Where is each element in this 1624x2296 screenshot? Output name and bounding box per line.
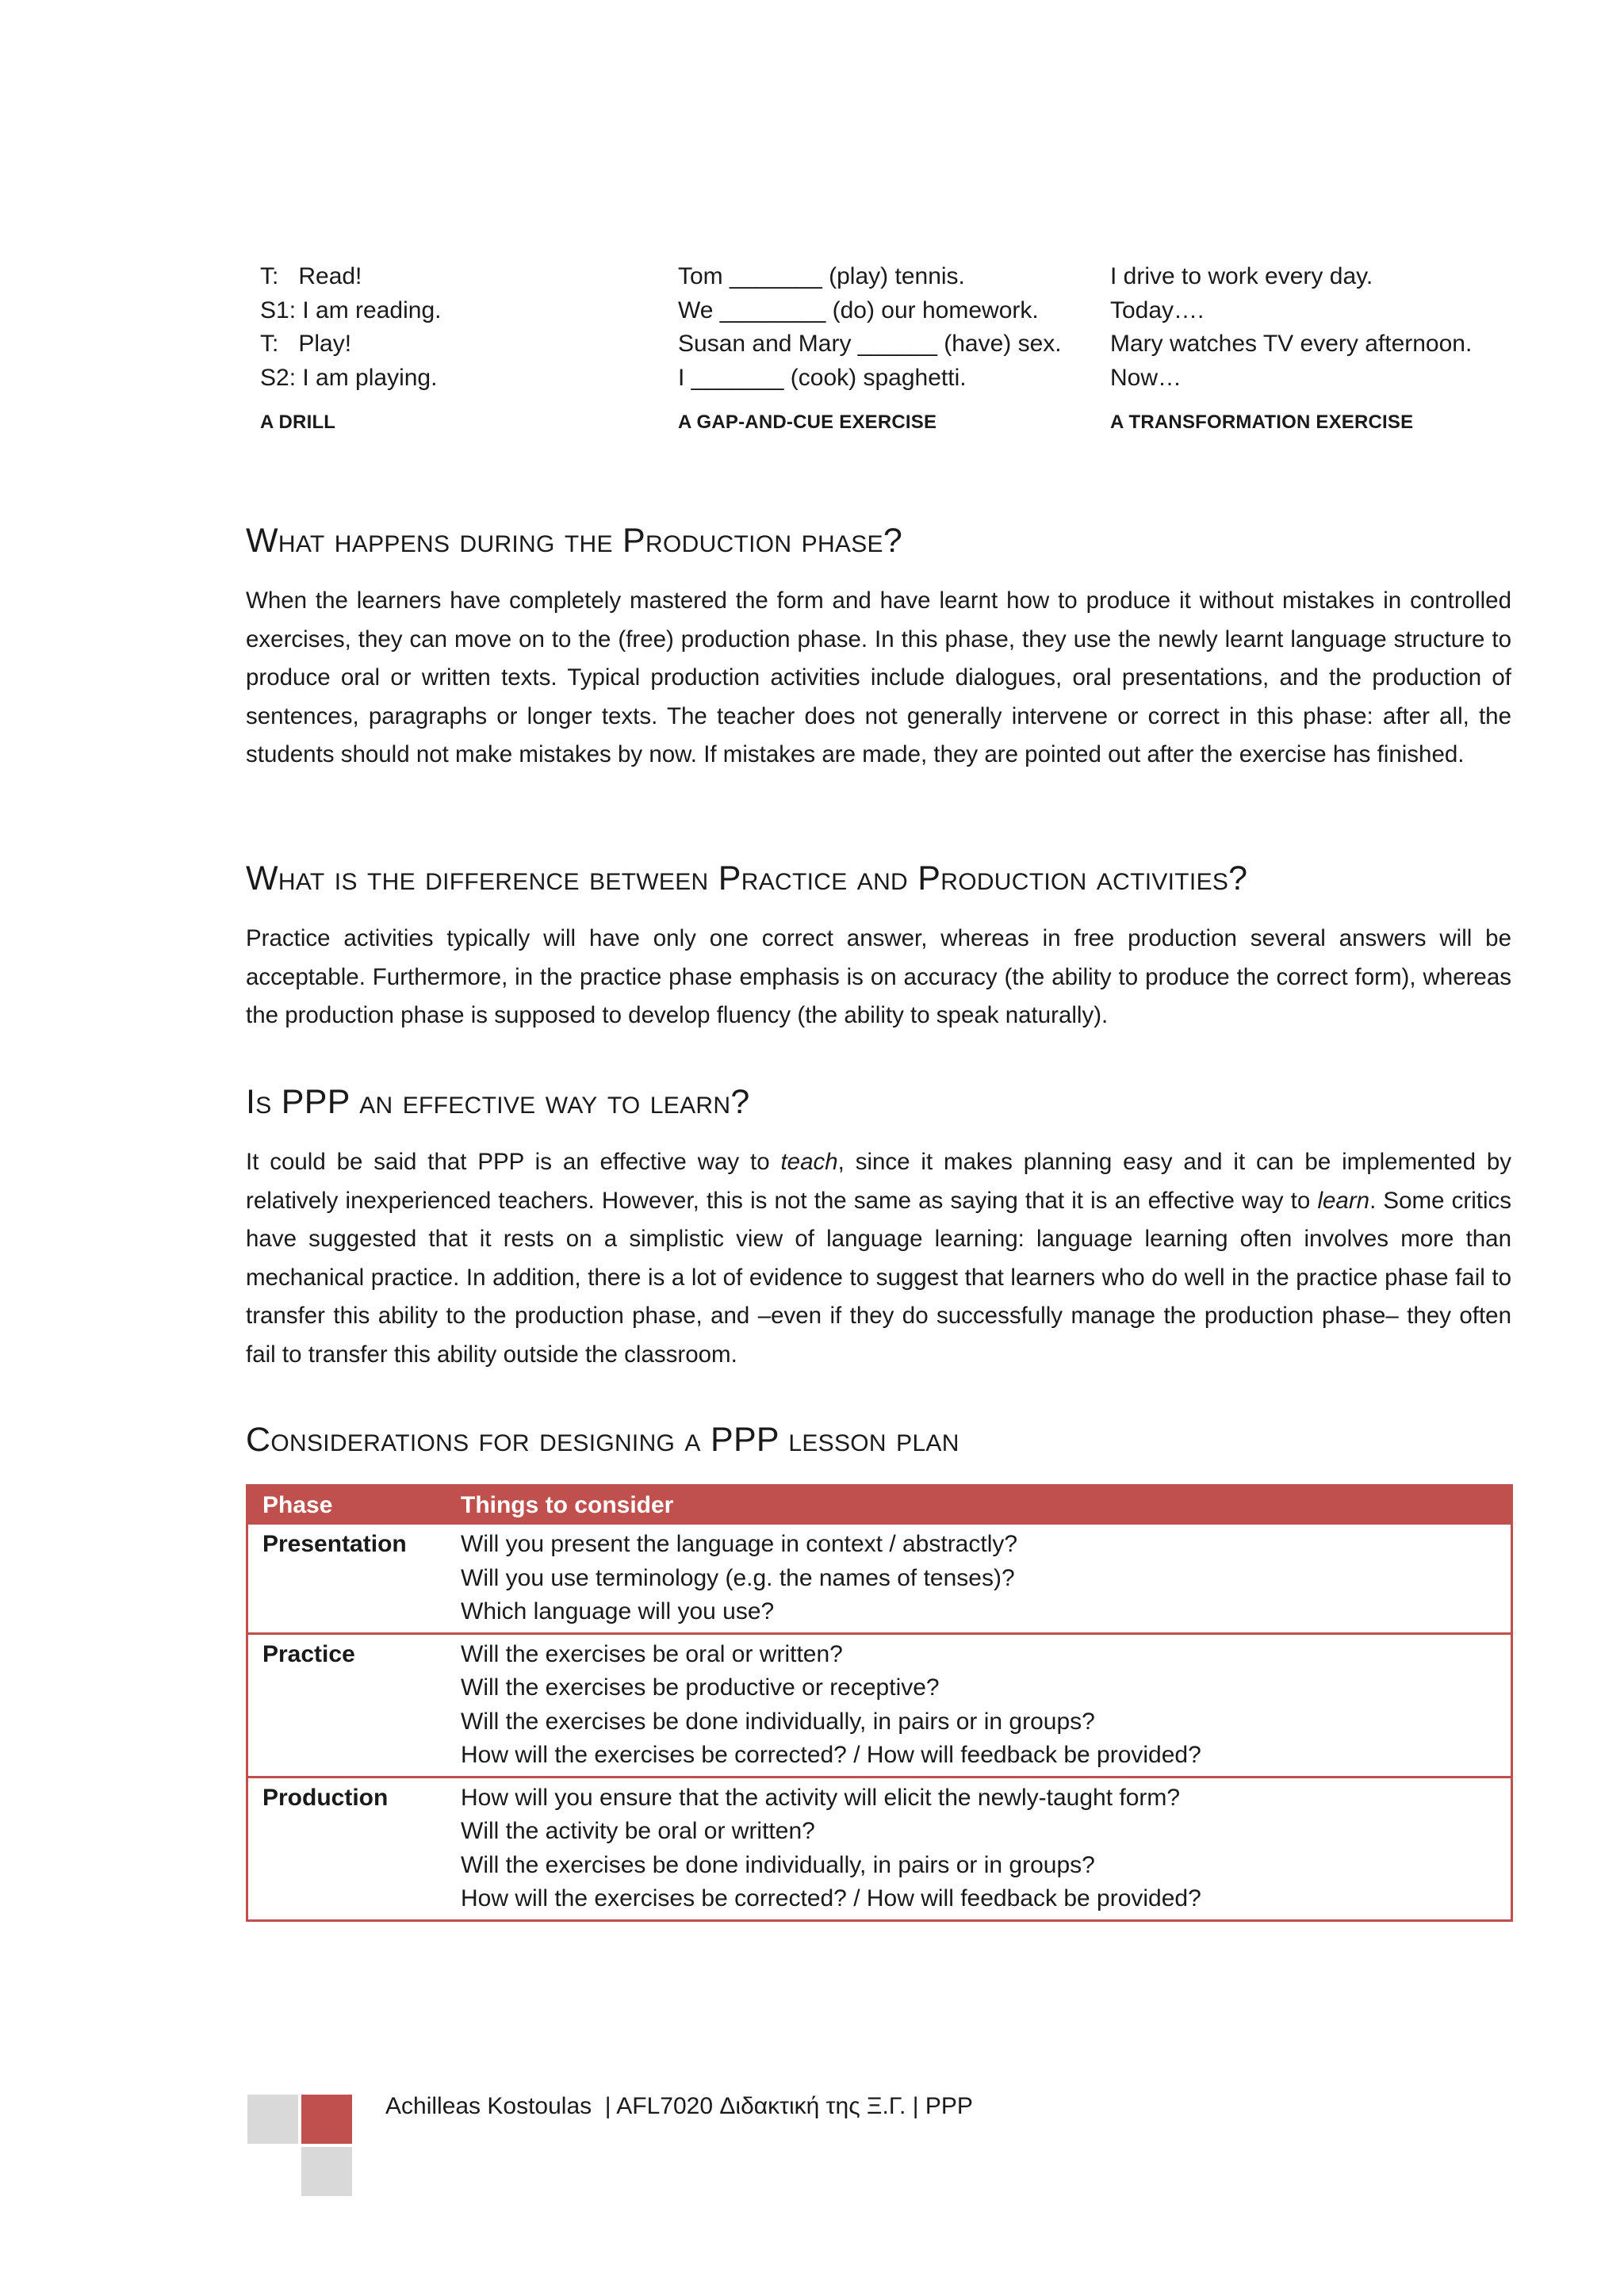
consideration-item: How will you ensure that the activity will elicit the newly-taught form?: [461, 1784, 1181, 1811]
phase-cell: Production: [262, 1784, 389, 1811]
table-header-phase: Phase: [247, 1486, 447, 1525]
example-line: Today….: [1110, 297, 1205, 323]
effectiveness-paragraph: [246, 1143, 1511, 1374]
consideration-item: How will the exercises be corrected? / How will feedback be provided?: [461, 1742, 1201, 1768]
consideration-item: Will the exercises be oral or written?: [461, 1640, 843, 1667]
paragraph-text: It could be said that PPP is an effective way to: [246, 1149, 781, 1175]
consideration-item: Will you use terminology (e.g. the names of tenses)?: [461, 1564, 1015, 1591]
lesson-plan-table: [246, 1484, 1513, 1922]
phase-cell: Practice: [247, 1633, 447, 1777]
table-row: [247, 1525, 1512, 1633]
consideration-item: Will the exercises be done individually, in pairs or in groups?: [461, 1851, 1095, 1878]
grey-square: [301, 2147, 352, 2196]
gap-and-cue-example: [678, 260, 1062, 440]
difference-paragraph: Practice activities typically will have only one correct answer, whereas in free production several answers will be acceptable. Furthermore, in the practice phase emphasis is on accuracy (the ability to produce the correct form), whereas the production phase is supposed to develop fluency (the ability to speak naturally).: [246, 925, 1511, 1028]
example-line: T: Read!: [260, 263, 362, 289]
difference-heading: What is the difference between Practice and Production activities?: [246, 859, 1248, 897]
drill-example: [260, 260, 441, 440]
example-line: T: Play!: [260, 331, 352, 357]
footer-text: Achilleas Kostoulas | AFL7020 Διδακτική της Ξ.Γ. | PPP: [385, 2093, 973, 2119]
example-line: I _______ (cook) spaghetti.: [678, 364, 967, 391]
table-header-things: Things to consider: [446, 1486, 1512, 1525]
table-row: [247, 1633, 1512, 1777]
paragraph-text: , since it makes planning easy and it can be implemented by relatively inexperienced teachers. However, this is not the same as saying that it is an effective way to: [246, 1149, 1511, 1214]
example-caption: A TRANSFORMATION EXERCISE: [1110, 411, 1414, 433]
footer-logo-squares: [247, 2095, 358, 2202]
emphasis-teach: teach: [780, 1149, 838, 1175]
example-line: S1: I am reading.: [260, 297, 442, 323]
paragraph-text: . Some critics have suggested that it rests on a simplistic view of language learning: language learning often involves more than mechanical practice. In addition, there is a lot of evidence to suggest that learners who do well in the practice phase fail to transfer this ability to the production phase, and –even if they do successfully manage the production phase– they often fail to transfer this ability outside the classroom.: [246, 1187, 1512, 1368]
considerations-cell: [446, 1525, 1512, 1633]
consideration-item: Which language will you use?: [461, 1598, 775, 1624]
effectiveness-heading: Is PPP an effective way to learn?: [246, 1083, 750, 1121]
consideration-item: How will the exercises be corrected? / How will feedback be provided?: [461, 1885, 1201, 1911]
example-line: Tom _______ (play) tennis.: [678, 263, 965, 289]
transformation-example: [1110, 260, 1472, 440]
example-line: Now…: [1110, 364, 1182, 391]
emphasis-learn: learn: [1317, 1187, 1370, 1214]
considerations-cell: [446, 1633, 1512, 1777]
consideration-item: Will the exercises be done individually, in pairs or in groups?: [461, 1708, 1095, 1735]
production-phase-paragraph: When the learners have completely mastered the form and have learnt how to produce it without mistakes in controlled exercises, they can move on to the (free) production phase. In this phase, they use the newly learnt language structure to produce oral or written texts. Typical production activities include dialogues, oral presentations, and the production of sentences, paragraphs or longer texts. The teacher does not generally intervene or correct in this phase: after all, the students should not make mistakes by now. If mistakes are made, they are pointed out after the exercise has finished.: [246, 587, 1511, 767]
red-square: [301, 2095, 352, 2144]
example-line: S2: I am playing.: [260, 364, 438, 391]
consideration-item: Will the exercises be productive or receptive?: [461, 1674, 940, 1701]
table-row: [247, 1777, 1512, 1920]
phase-cell: Presentation: [247, 1525, 447, 1633]
grey-square: [247, 2095, 298, 2144]
consideration-item: Will you present the language in context / abstractly?: [461, 1531, 1018, 1557]
example-exercises: [246, 260, 1511, 442]
example-line: Susan and Mary ______ (have) sex.: [678, 331, 1062, 357]
considerations-cell: [446, 1777, 1512, 1920]
production-phase-heading: What happens during the Production phase?: [246, 522, 903, 560]
consideration-item: Will the activity be oral or written?: [461, 1818, 815, 1844]
example-caption: A GAP-AND-CUE EXERCISE: [678, 411, 937, 433]
example-caption: A DRILL: [260, 411, 336, 433]
considerations-heading: Considerations for designing a PPP lesson plan: [246, 1421, 959, 1459]
example-line: I drive to work every day.: [1110, 263, 1373, 289]
example-line: Mary watches TV every afternoon.: [1110, 331, 1473, 357]
example-line: We ________ (do) our homework.: [678, 297, 1039, 323]
